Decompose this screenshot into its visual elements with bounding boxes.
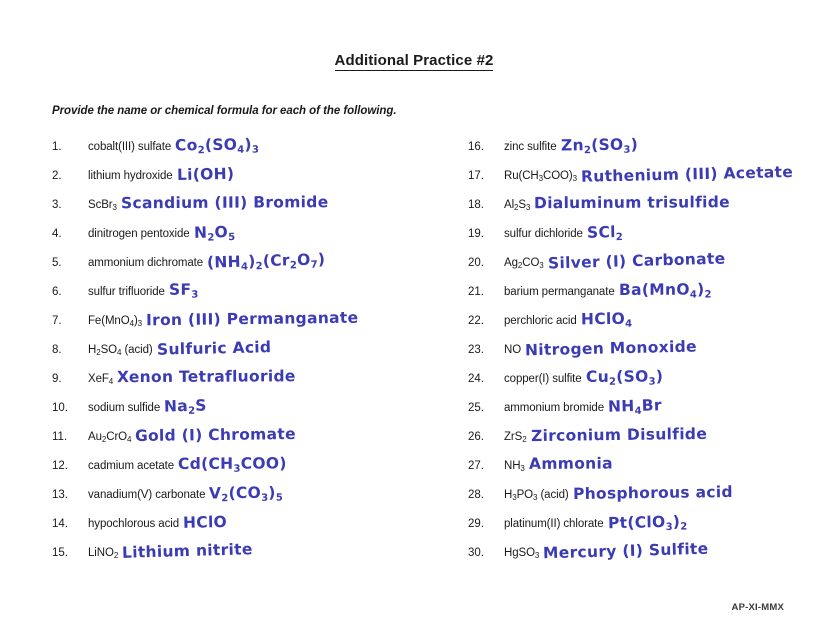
question-body [88, 397, 207, 417]
question-number: 3. [52, 199, 62, 211]
question-body [504, 426, 707, 445]
question-prompt: XeF$_4$ [88, 373, 114, 386]
page-title [0, 52, 828, 69]
question-number: 7. [52, 315, 62, 327]
question-column-right [468, 136, 828, 571]
handwritten-answer: Ammonia [528, 454, 613, 473]
question-item [52, 484, 424, 513]
question-number: 20. [468, 257, 484, 269]
question-item [52, 165, 424, 194]
handwritten-answer: $Zn_2(SO_3)$ [560, 135, 638, 157]
handwritten-answer: $N_2O_5$ [193, 223, 236, 244]
question-prompt: lithium hydroxide [88, 170, 173, 182]
page-title-text: Additional Practice #2 [334, 52, 494, 69]
question-body [88, 513, 227, 532]
handwritten-answer: Zirconium Disulfide [530, 424, 707, 446]
question-body [504, 281, 711, 301]
question-item [52, 542, 424, 571]
question-body [504, 455, 613, 474]
question-prompt: $H_2SO_4$ (acid) [88, 344, 153, 357]
question-item [52, 455, 424, 484]
question-number: 9. [52, 373, 62, 385]
question-prompt: ammonium bromide [504, 402, 605, 414]
question-number: 1. [52, 141, 62, 153]
question-body [88, 223, 235, 243]
question-item [468, 397, 828, 426]
question-prompt: sulfur trifluoride [88, 286, 165, 298]
question-item [468, 194, 828, 223]
question-body [88, 426, 296, 445]
question-item [52, 426, 424, 455]
question-body [504, 397, 662, 417]
question-body [88, 484, 283, 504]
handwritten-answer: HClO$_4$ [580, 309, 633, 330]
question-prompt: LiNO$_2$ [88, 547, 119, 560]
question-prompt: $Ag_2CO_3$ [504, 257, 544, 270]
question-item [52, 252, 424, 281]
question-column-left [52, 136, 424, 571]
question-number: 27. [468, 460, 484, 472]
handwritten-answer: $NH_4Br$ [607, 396, 663, 418]
question-number: 2. [52, 170, 62, 182]
question-item [468, 484, 828, 513]
question-prompt: $Al_2S_3$ [504, 199, 531, 212]
question-item [468, 426, 828, 455]
question-prompt: barium permanganate [504, 286, 615, 298]
handwritten-answer: Mercury (I) Sulfite [543, 539, 709, 563]
handwritten-answer: Li(OH) [176, 164, 235, 185]
question-number: 6. [52, 286, 62, 298]
question-item [468, 310, 828, 339]
question-prompt: cadmium acetate [88, 460, 175, 472]
footer-code: AP-XI-MMX [731, 602, 784, 613]
question-prompt: $NH_3$ [504, 460, 525, 473]
question-body [504, 339, 697, 358]
question-item [468, 513, 828, 542]
question-body [88, 281, 198, 301]
question-body [504, 368, 663, 388]
question-item [52, 513, 424, 542]
handwritten-answer: SCl$_2$ [586, 223, 624, 244]
handwritten-answer: Gold (I) Chromate [135, 425, 297, 445]
handwritten-answer: $Cd(CH_3COO)$ [178, 454, 287, 475]
question-prompt: hypochlorous acid [88, 518, 179, 530]
question-number: 23. [468, 344, 484, 356]
handwritten-answer: $Cu_2(SO_3)$ [585, 367, 663, 388]
question-body [504, 162, 794, 186]
instruction-text: Provide the name or chemical formula for each of the following. [52, 105, 397, 117]
question-body [88, 136, 259, 156]
question-number: 8. [52, 344, 62, 356]
question-prompt: platinum(II) chlorate [504, 518, 604, 530]
question-item [52, 281, 424, 310]
question-prompt: $Fe(MnO_4)_3$ [88, 315, 143, 328]
question-prompt: ScBr$_3$ [88, 199, 117, 212]
question-body [504, 484, 732, 503]
handwritten-answer: Nitrogen Monoxide [524, 337, 698, 360]
question-prompt: ZrS$_2$ [504, 431, 527, 444]
question-item [468, 455, 828, 484]
question-body [88, 455, 287, 475]
question-item [468, 136, 828, 165]
question-body [88, 542, 253, 561]
question-number: 21. [468, 286, 484, 298]
question-number: 10. [52, 402, 68, 414]
question-prompt: NO [504, 344, 522, 356]
question-prompt: perchloric acid [504, 315, 577, 327]
question-item [468, 223, 828, 252]
question-number: 13. [52, 489, 68, 501]
question-prompt: dinitrogen pentoxide [88, 228, 190, 240]
question-body [88, 194, 328, 213]
question-item [52, 310, 424, 339]
question-item [468, 539, 828, 571]
question-body [88, 310, 358, 329]
question-body [88, 165, 234, 184]
question-body [504, 539, 709, 563]
question-number: 30. [468, 547, 484, 559]
handwritten-answer: Sulfuric Acid [156, 338, 272, 359]
question-prompt: copper(I) sulfite [504, 373, 582, 385]
handwritten-answer: Scandium (III) Bromide [120, 193, 329, 213]
question-number: 22. [468, 315, 484, 327]
question-number: 17. [468, 170, 484, 182]
question-item [468, 162, 828, 194]
question-prompt: HgSO$_3$ [504, 547, 540, 560]
question-prompt: ammonium dichromate [88, 257, 204, 269]
question-item [468, 368, 828, 397]
handwritten-answer: $(NH_4)_2(Cr_2O_7)$ [206, 250, 326, 273]
handwritten-answer: Silver (I) Carbonate [547, 249, 726, 273]
question-body [504, 249, 726, 273]
handwritten-answer: Lithium nitrite [121, 540, 254, 562]
question-item [52, 339, 424, 368]
handwritten-answer: $Pt(ClO_3)_2$ [607, 512, 688, 533]
handwritten-answer: $Co_2(SO_4)_3$ [174, 135, 260, 157]
question-number: 5. [52, 257, 62, 269]
question-item [468, 339, 828, 368]
question-item [52, 397, 424, 426]
question-number: 12. [52, 460, 68, 472]
question-prompt: cobalt(III) sulfate [88, 141, 172, 153]
question-item [468, 249, 828, 281]
question-number: 11. [52, 431, 68, 443]
question-number: 26. [468, 431, 484, 443]
handwritten-answer: Phosphorous acid [572, 483, 733, 503]
question-prompt: sulfur dichloride [504, 228, 583, 240]
question-prompt: $H_3PO_3$ (acid) [504, 489, 569, 502]
question-number: 19. [468, 228, 484, 240]
handwritten-answer: $Ba(MnO_4)_2$ [618, 280, 712, 301]
question-number: 24. [468, 373, 484, 385]
question-body [504, 310, 632, 330]
question-body [88, 252, 325, 272]
question-number: 29. [468, 518, 484, 530]
question-item [52, 368, 424, 397]
question-body [88, 339, 271, 358]
question-item [468, 281, 828, 310]
handwritten-answer: Ruthenium (III) Acetate [580, 162, 794, 186]
question-prompt: $Au_2CrO_4$ [88, 431, 132, 444]
question-number: 4. [52, 228, 62, 240]
question-body [504, 194, 730, 213]
handwritten-answer: Dialuminum trisulfide [534, 193, 731, 213]
question-prompt: zinc sulfite [504, 141, 557, 153]
question-number: 15. [52, 547, 68, 559]
question-body [504, 223, 623, 243]
handwritten-answer: $Na_2S$ [163, 396, 208, 417]
question-number: 25. [468, 402, 484, 414]
question-prompt: $Ru(CH_3COO)_3$ [504, 170, 577, 183]
question-body [88, 368, 296, 387]
question-number: 14. [52, 518, 68, 530]
question-number: 18. [468, 199, 484, 211]
question-body [504, 136, 638, 156]
handwritten-answer: Iron (III) Permanganate [145, 308, 359, 330]
question-item [52, 194, 424, 223]
question-body [504, 513, 687, 533]
question-number: 16. [468, 141, 484, 153]
question-item [52, 223, 424, 252]
question-prompt: sodium sulfide [88, 402, 161, 414]
handwritten-answer: $SF_3$ [168, 280, 199, 301]
question-item [52, 136, 424, 165]
handwritten-answer: $V_2(CO_3)_5$ [209, 483, 284, 505]
question-prompt: vanadium(V) carbonate [88, 489, 206, 501]
handwritten-answer: HClO [182, 512, 228, 532]
handwritten-answer: Xenon Tetrafluoride [117, 367, 296, 387]
question-number: 28. [468, 489, 484, 501]
